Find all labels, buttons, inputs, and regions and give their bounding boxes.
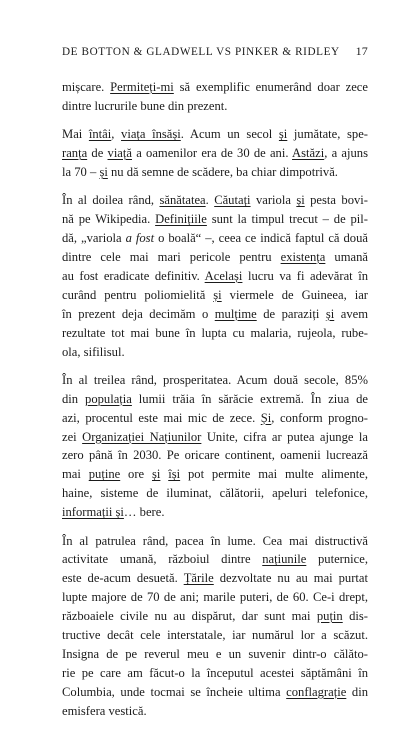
underlined-word: Și xyxy=(260,410,272,425)
underlined-word: și xyxy=(325,306,335,321)
paragraph xyxy=(62,125,368,182)
text-line: rezultate tot mai bune în lupta cu malaria, rujeola, rube- xyxy=(62,325,368,340)
underlined-word: își xyxy=(168,467,181,482)
underlined-word: întâi xyxy=(88,127,112,142)
text-line: mai puține ore și își pot permite mai multe alimente, xyxy=(62,467,368,482)
underlined-word: viață xyxy=(107,146,132,161)
underlined-word: informații și xyxy=(62,505,124,520)
underlined-word: ranța xyxy=(62,146,88,161)
text-line: la 70 – și nu dă semne de scădere, ba chiar dimpotrivă. xyxy=(62,165,338,180)
text-line: dă, „variola a fost o boală“ –, ceea ce indică faptul că două xyxy=(62,231,368,246)
book-page xyxy=(62,0,369,718)
body-text xyxy=(62,78,368,730)
text-line: haine, sisteme de iluminat, călătorii, apeluri telefonice, xyxy=(62,486,368,501)
underlined-word: și xyxy=(213,287,222,302)
underlined-word: Astăzi xyxy=(292,146,325,161)
underlined-word: și xyxy=(151,467,161,482)
text-line: mișcare. Permiteți-mi să exemplific enumerând doar zece xyxy=(62,80,368,94)
running-title: DE BOTTON & GLADWELL VS PINKER & RIDLEY xyxy=(62,46,340,58)
text-line: zei Organizației Națiunilor Unite, cifra ar putea ajunge la xyxy=(62,429,368,444)
text-line: În al patrulea rând, pacea în lume. Cea mai distructivă xyxy=(62,533,368,548)
text-line: informații și… bere. xyxy=(62,505,165,520)
text-line: în prezent deja decimăm o mulțime de paraziți și avem xyxy=(62,306,368,321)
page-number: 17 xyxy=(355,44,368,58)
italic-text: a fost xyxy=(125,231,155,246)
underlined-word: puține xyxy=(88,467,121,482)
underlined-word: și xyxy=(278,127,288,142)
paragraph xyxy=(62,371,368,522)
underlined-word: viața însăși xyxy=(121,127,181,142)
text-line: Columbia, unde tocmai se încheie ultima conflagrație din xyxy=(62,684,368,699)
underlined-word: conflagrație xyxy=(286,684,347,699)
underlined-word: Același xyxy=(204,268,243,283)
text-line: tructive decât cele interstatale, iar numărul lor a scăzut. xyxy=(62,628,368,643)
text-line: ranța de viață a oamenilor era de 30 de ani. Astăzi, a ajuns xyxy=(62,146,368,161)
text-line: Insigna de pe reverul meu e un suvenir dintr-o călăto- xyxy=(62,646,368,661)
underlined-word: și xyxy=(99,165,108,180)
text-line: activitate umană, războiul dintre națiunile puternice, xyxy=(62,552,368,567)
underlined-word: Permiteți-mi xyxy=(110,80,174,94)
text-line: rie pe care am făcut-o la începutul acestei săptămâni în xyxy=(62,665,368,680)
text-line: războaiele civile nu au dispărut, dar sunt mai puțin dis- xyxy=(62,609,368,624)
text-line: În al doilea rând, sănătatea. Căutați variola și pesta bovi- xyxy=(62,193,368,208)
underlined-word: Căutați xyxy=(214,193,251,208)
paragraph xyxy=(62,78,368,116)
text-line: din populația lumii trăia în sărăcie extremă. În ziua de xyxy=(62,391,368,406)
underlined-word: Organizației Națiunilor xyxy=(82,429,202,444)
underlined-word: sănătatea xyxy=(159,193,206,208)
underlined-word: Țările xyxy=(183,571,214,586)
text-line: dintre cele mai mari pericole pentru existența umană xyxy=(62,250,368,265)
underlined-word: Definițiile xyxy=(155,212,207,227)
text-line: zero până în 2030. Pe oricare continent, oamenii lucrează xyxy=(62,448,368,463)
text-line: este de-acum desuetă. Țările dezvoltate nu au mai purtat xyxy=(62,571,368,586)
paragraph xyxy=(62,532,368,721)
text-line: ola, sifilisul. xyxy=(62,344,125,359)
text-line: Mai întâi, viața însăși. Acum un secol și jumătate, spe- xyxy=(62,127,369,142)
underlined-word: mulțime xyxy=(214,306,257,321)
text-line: au fost eradicate definitiv. Același lucru va fi adevărat în xyxy=(62,268,368,283)
underlined-word: existența xyxy=(280,250,326,265)
paragraph xyxy=(62,191,368,361)
text-line: dintre lucrurile bune din prezent. xyxy=(62,98,228,113)
text-line: În al treilea rând, prosperitatea. Acum două secole, 85% xyxy=(62,372,368,387)
text-line: nă pe Wikipedia. Definițiile sunt la timpul trecut – de pil- xyxy=(62,212,368,227)
text-line: lupte majore de 70 de ani; marile puteri, de 60. Ce-i drept, xyxy=(62,590,368,605)
underlined-word: națiunile xyxy=(262,552,307,567)
running-header xyxy=(62,44,368,59)
text-line: emisfera vestică. xyxy=(62,703,147,718)
underlined-word: puțin xyxy=(316,609,343,624)
underlined-word: populația xyxy=(85,391,132,406)
underlined-word: și xyxy=(296,193,305,208)
text-line: curând pentru poliomielită și viermele de Guineea, iar xyxy=(62,287,368,302)
text-line: azi, procentul este mai mic de zece. Și, conform progno- xyxy=(62,410,369,425)
